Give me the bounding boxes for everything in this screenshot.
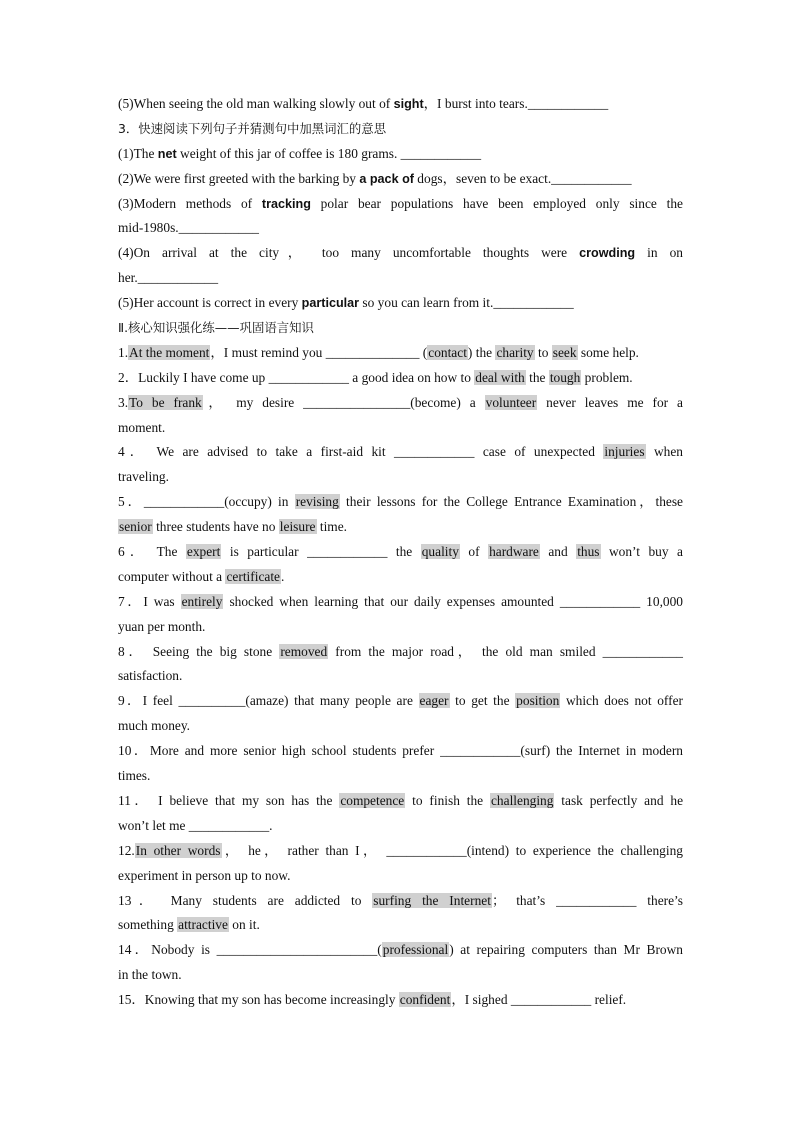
text-run: times. [118, 768, 151, 784]
text-line [118, 689, 683, 714]
answer-blank: ____________ [440, 743, 521, 759]
text-run: mid-1980s. [118, 220, 179, 236]
text-line [118, 241, 683, 266]
text-run: 14．Nobody is [118, 942, 217, 958]
text-run: 13． Many students are addicted to [118, 892, 373, 908]
text-run: ) at repairing computers than Mr Brown [449, 942, 683, 958]
highlighted-term: entirely [181, 593, 223, 609]
highlighted-term: At the moment [129, 344, 210, 360]
text-run: 1. [118, 344, 129, 360]
highlighted-term: hardware [489, 544, 539, 560]
text-run: to get the [449, 693, 516, 709]
highlighted-term: professional [382, 942, 449, 958]
bold-term: crowding [579, 246, 636, 261]
highlighted-term: challenging [490, 792, 554, 808]
text-line [118, 391, 683, 416]
text-line [118, 92, 683, 117]
answer-blank: ______________ [325, 344, 420, 360]
text-run: computer without a [118, 568, 226, 584]
text-line [118, 988, 683, 1013]
highlighted-term: contact [428, 344, 467, 360]
text-run: the [525, 369, 549, 385]
text-run: won’t buy a [600, 544, 683, 560]
highlighted-term: In other words [135, 842, 221, 858]
text-run: (4)On arrival at the city， too many uncomfortable thoughts were [118, 245, 580, 261]
answer-blank: ____________ [602, 643, 683, 659]
text-run: experiment in person up to now. [118, 867, 291, 883]
highlighted-term: position [516, 693, 560, 709]
text-run: (5)Her account is correct in every [118, 295, 302, 311]
text-line [118, 565, 683, 590]
text-line [118, 913, 683, 938]
text-line [118, 764, 683, 789]
text-run: relief. [591, 992, 627, 1008]
highlighted-term: volunteer [485, 394, 537, 410]
text-run: ) the [467, 344, 496, 360]
text-line [118, 839, 683, 864]
text-run: 9．I feel [118, 693, 179, 709]
text-run: dogs，seven to be exact. [413, 170, 552, 186]
text-run: ，I burst into tears. [423, 96, 528, 111]
answer-blank: ________________________ [216, 942, 378, 958]
highlighted-term: eager [419, 693, 449, 709]
answer-blank: ____________ [188, 817, 270, 833]
highlighted-term: injuries [604, 444, 645, 460]
text-run: ， my desire [202, 394, 304, 410]
text-run: her. [118, 270, 138, 286]
answer-blank: ____________ [394, 444, 475, 460]
answer-blank: ____________ [143, 494, 225, 510]
text-line [118, 366, 683, 391]
text-run: 3. [118, 394, 129, 410]
text-run: never leaves me for a [537, 394, 683, 410]
text-run: 12. [118, 842, 135, 858]
text-run: 11． I believe that my son has the [118, 792, 340, 808]
bold-term: net [157, 146, 177, 161]
text-line [118, 938, 683, 963]
text-line [118, 615, 683, 640]
text-line [118, 789, 683, 814]
text-run: some help. [577, 344, 639, 360]
text-line [118, 515, 683, 540]
answer-blank: ____________ [137, 270, 219, 286]
text-line [118, 416, 683, 441]
text-run: shocked when learning that our daily expenses amounted [223, 593, 560, 609]
bold-term: sight [393, 97, 424, 111]
highlighted-term: charity [496, 344, 534, 360]
highlighted-term: competence [340, 792, 405, 808]
text-run: case of unexpected [474, 444, 604, 460]
answer-blank: ____________ [268, 369, 349, 385]
text-line [118, 590, 683, 615]
text-run: (occupy) in [224, 494, 295, 510]
text-line [118, 714, 683, 739]
highlighted-term: confident [399, 992, 451, 1008]
answer-blank: ________________ [303, 394, 411, 410]
highlighted-term: To be frank [129, 394, 202, 410]
answer-blank: ____________ [178, 220, 259, 236]
text-line [118, 192, 683, 217]
bold-term: a pack of [359, 171, 414, 186]
text-line [118, 167, 683, 192]
bold-term: tracking [261, 196, 311, 211]
answer-blank: ____________ [386, 842, 467, 858]
text-run: 15．Knowing that my son has become increasingly [118, 992, 399, 1008]
text-line [118, 540, 683, 565]
highlighted-term: seek [552, 344, 577, 360]
highlighted-term: surfing the Internet [373, 892, 491, 908]
text-run: (intend) to experience the challenging [466, 842, 683, 858]
text-line [118, 963, 683, 988]
text-run: their lessons for the College Entrance Examination，these [339, 494, 683, 510]
highlighted-term: senior [119, 519, 152, 535]
text-run: . [269, 817, 273, 833]
text-line [118, 266, 683, 291]
text-run: 10,000 [640, 593, 684, 609]
text-run: task perfectly and he [554, 792, 684, 808]
text-line [118, 864, 683, 889]
text-run: to [534, 344, 552, 360]
text-line [118, 291, 683, 316]
text-run: 10．More and more senior high school students prefer [118, 743, 441, 759]
highlighted-term: leisure [279, 519, 316, 535]
highlighted-term: certificate [226, 568, 281, 584]
text-line [118, 465, 683, 490]
answer-blank: ____________ [493, 295, 574, 311]
text-run: 6． The [118, 544, 186, 560]
answer-blank: ____________ [527, 96, 609, 111]
highlighted-term: tough [549, 369, 581, 385]
highlighted-term: revising [295, 494, 339, 510]
text-run: problem. [581, 369, 633, 385]
worksheet-page [118, 92, 683, 1013]
text-run: won’t let me [118, 817, 189, 833]
text-run: . [281, 568, 285, 584]
text-run: (amaze) that many people are [245, 693, 419, 709]
text-line [118, 316, 683, 341]
answer-blank: __________ [178, 693, 246, 709]
answer-blank: ____________ [510, 992, 592, 1008]
text-run: Ⅱ.核心知识强化练——巩固语言知识 [118, 320, 314, 336]
text-run: 4． We are advised to take a first-aid kit [118, 444, 395, 460]
text-run: (become) a [410, 394, 485, 410]
highlighted-term: removed [280, 643, 328, 659]
text-run: (5)When seeing the old man walking slowly out of [118, 96, 394, 111]
text-line [118, 664, 683, 689]
text-run: satisfaction. [118, 668, 183, 684]
text-run: (surf) the Internet in modern [520, 743, 683, 759]
answer-blank: ____________ [559, 593, 641, 609]
highlighted-term: thus [577, 544, 600, 560]
text-run: ( [377, 942, 382, 958]
text-run: so you can learn from it. [359, 295, 494, 311]
text-run: from the major road， the old man smiled [328, 643, 603, 659]
text-line [118, 142, 683, 167]
text-line [118, 814, 683, 839]
text-run: when [645, 444, 683, 460]
text-run: of [459, 544, 489, 560]
highlighted-term: quality [421, 544, 459, 560]
text-run: the [387, 544, 421, 560]
text-run: 2．Luckily I have come up [118, 369, 269, 385]
text-run: three students have no [152, 519, 279, 535]
text-run: ， he， rather than I， [221, 842, 387, 858]
text-run: 5． [118, 494, 144, 510]
text-run: in on [635, 245, 683, 261]
bold-term: particular [301, 296, 360, 311]
text-run: something [118, 917, 178, 933]
text-run: which does not offer [560, 693, 683, 709]
text-run: is particular [221, 544, 308, 560]
text-run: time. [316, 519, 347, 535]
text-run: and [539, 544, 577, 560]
text-run: (2)We were first greeted with the barking by [118, 170, 360, 186]
answer-blank: ____________ [400, 145, 482, 161]
text-run: traveling. [118, 469, 169, 485]
text-line [118, 117, 683, 142]
answer-blank: ____________ [307, 544, 388, 560]
text-line [118, 440, 683, 465]
text-run: moment. [118, 419, 166, 435]
highlighted-term: deal with [475, 369, 525, 385]
text-run: 3．快速阅读下列句子并猜测句中加黑词汇的意思 [118, 120, 387, 136]
text-run: yuan per month. [118, 618, 206, 634]
text-line [118, 739, 683, 764]
text-run: 7．I was [118, 593, 181, 609]
text-run: in the town. [118, 967, 182, 983]
answer-blank: ____________ [551, 170, 632, 186]
text-run: (3)Modern methods of [118, 195, 262, 211]
highlighted-term: attractive [178, 917, 228, 933]
text-run: a good idea on how to [348, 369, 475, 385]
text-run: polar bear populations have been employed only since the [310, 195, 683, 211]
text-run: ( [419, 344, 428, 360]
text-run: to finish the [405, 792, 490, 808]
text-run: ，I must remind you [210, 344, 326, 360]
text-line [118, 640, 683, 665]
text-line [118, 889, 683, 914]
text-line [118, 341, 683, 366]
text-run: there’s [636, 892, 683, 908]
highlighted-term: expert [186, 544, 221, 560]
text-run: much money. [118, 718, 191, 734]
text-run: (1)The [118, 145, 158, 161]
text-line [118, 490, 683, 515]
text-run: weight of this jar of coffee is 180 grams. [176, 145, 401, 161]
text-run: 8． Seeing the big stone [118, 643, 280, 659]
text-run: ，I sighed [451, 992, 511, 1008]
text-run: on it. [228, 917, 260, 933]
text-run: ； that’s [491, 892, 557, 908]
answer-blank: ____________ [556, 892, 637, 908]
text-line [118, 216, 683, 241]
